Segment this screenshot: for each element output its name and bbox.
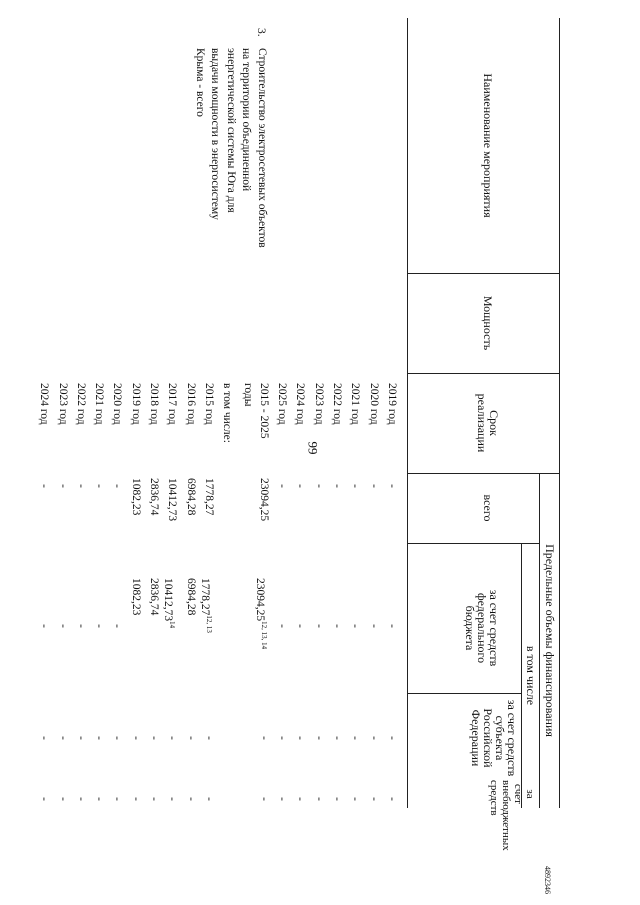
row-subject: - [331, 736, 344, 740]
row-extra: - [294, 797, 307, 801]
row-subject: - [203, 736, 215, 740]
row-federal: - [312, 624, 325, 628]
header-extra: за счет внебюджетных средств [488, 780, 536, 851]
row-subject: - [56, 736, 69, 740]
row-extra: - [312, 797, 325, 801]
row-year: 2025 год [276, 383, 289, 425]
group-title-border [539, 473, 540, 808]
row-total: 2836,74 [148, 478, 161, 516]
row-subject: - [74, 736, 87, 740]
row-total: - [38, 484, 51, 488]
row-subject: - [276, 736, 289, 740]
row-year: 2017 год [166, 383, 179, 425]
row-total: - [331, 484, 344, 488]
row-subject: - [386, 736, 398, 740]
row-federal: 10412,73$^{14}$ [162, 578, 177, 629]
row-extra: - [184, 797, 197, 801]
row-federal: 2836,74 [148, 578, 161, 616]
financing-table [38, 18, 560, 851]
row-federal: - [331, 624, 344, 628]
row-extra: - [203, 797, 215, 801]
row-federal: - [386, 624, 398, 628]
row-extra: - [38, 797, 51, 801]
row-total: - [93, 484, 106, 488]
row-federal: - [56, 624, 69, 628]
item-term: 2015 - 2025 годы [241, 383, 270, 439]
row-year: 2024 год [294, 383, 307, 425]
page-number: 99 [305, 441, 321, 455]
row-year: 2023 год [312, 383, 325, 425]
header-subgroup-title: в том числе [524, 645, 538, 706]
row-subject: - [111, 736, 124, 740]
row-federal: - [349, 624, 362, 628]
row-total: - [111, 484, 124, 488]
header-federal: за счет средств федерального бюджета [463, 589, 501, 667]
table-top-border [559, 18, 560, 808]
row-total: - [349, 484, 362, 488]
header-bottom-border [407, 18, 408, 808]
row-subject: - [38, 736, 51, 740]
row-subject: - [349, 736, 362, 740]
row-federal: - [367, 624, 380, 628]
row-extra: - [148, 797, 161, 801]
document-code: 4892346 [543, 866, 552, 894]
row-year: 2019 год [386, 383, 398, 425]
row-extra: - [93, 797, 106, 801]
extra-col-top-border [539, 778, 540, 808]
row-year: 2020 год [367, 383, 380, 425]
row-year: 2024 год [38, 383, 51, 425]
subgroup-title-border [521, 543, 522, 808]
item-number: 3. [254, 28, 267, 37]
row-extra: - [349, 797, 362, 801]
row-extra: - [166, 797, 179, 801]
row-total: 1778,27 [203, 478, 215, 516]
row-year: 2023 год [56, 383, 69, 425]
row-federal: 6984,28 [184, 578, 197, 616]
row-subject: - [184, 736, 197, 740]
row-subject: - [93, 736, 106, 740]
row-total: - [276, 484, 289, 488]
item-federal-note: 12, 13, 14 [259, 621, 268, 650]
row-total: 10412,73 [166, 478, 179, 522]
row-total: 6984,28 [184, 478, 197, 516]
divider-power-term [407, 373, 560, 374]
row-extra: - [74, 797, 87, 801]
row-year: 2021 год [349, 383, 362, 425]
row-year: 2022 год [331, 383, 344, 425]
item-federal: 23094,25$^{12, 13, 14}$ [254, 578, 268, 650]
row-federal: - [74, 624, 87, 628]
row-extra: - [111, 797, 124, 801]
row-year: 2021 год [93, 383, 106, 425]
row-total: - [294, 484, 307, 488]
row-extra: - [276, 797, 289, 801]
row-year: 2018 год [148, 383, 161, 425]
row-total: - [386, 484, 398, 488]
header-subject: за счет средств субъекта Российской Федерации [469, 699, 519, 777]
row-extra: - [386, 797, 398, 801]
item-extra: - [257, 797, 270, 801]
row-total: 1082,23 [129, 478, 142, 516]
row-federal-note: 12, 13 [205, 615, 213, 633]
row-subject: - [148, 736, 161, 740]
row-subject: - [129, 736, 142, 740]
row-subject: - [294, 736, 307, 740]
header-term: Срок реализации [475, 393, 501, 453]
row-federal: - [294, 624, 307, 628]
row-year: 2016 год [184, 383, 197, 425]
header-name: Наименование мероприятия [481, 73, 495, 218]
row-subject: - [367, 736, 380, 740]
row-federal: - [38, 624, 51, 628]
item-incl-label: в том числе: [221, 383, 234, 443]
row-extra: - [367, 797, 380, 801]
row-total: - [367, 484, 380, 488]
row-total: - [312, 484, 325, 488]
item-total: 23094,25 [257, 478, 270, 522]
header-group-title: Предельные объемы финансирования [543, 544, 557, 737]
row-federal: - [93, 624, 106, 628]
row-extra: - [56, 797, 69, 801]
row-year: 2022 год [74, 383, 87, 425]
row-federal: - [276, 624, 289, 628]
header-power: Мощность [481, 295, 495, 351]
header-total: всего [481, 494, 495, 522]
item-subject: - [257, 736, 270, 740]
row-year: 2020 год [111, 383, 124, 425]
row-extra: - [331, 797, 344, 801]
item-name: Строительство электросетевых объектов на территории объединенной энергетической системы Юга для выдачи мощности в энергосистему Крыма - всего [193, 48, 268, 248]
row-total: - [74, 484, 87, 488]
row-federal: 1778,27$^{12, 13}$ [199, 578, 213, 633]
row-year: 2019 год [129, 383, 142, 425]
row-federal: - [111, 624, 124, 628]
divider-federal-subject [407, 693, 522, 694]
row-subject: - [312, 736, 325, 740]
row-federal: 1082,23 [129, 578, 142, 616]
row-subject: - [166, 736, 179, 740]
row-extra: - [129, 797, 142, 801]
row-federal-note: 14 [168, 621, 177, 629]
row-total: - [56, 484, 69, 488]
row-year: 2015 год [203, 383, 215, 425]
